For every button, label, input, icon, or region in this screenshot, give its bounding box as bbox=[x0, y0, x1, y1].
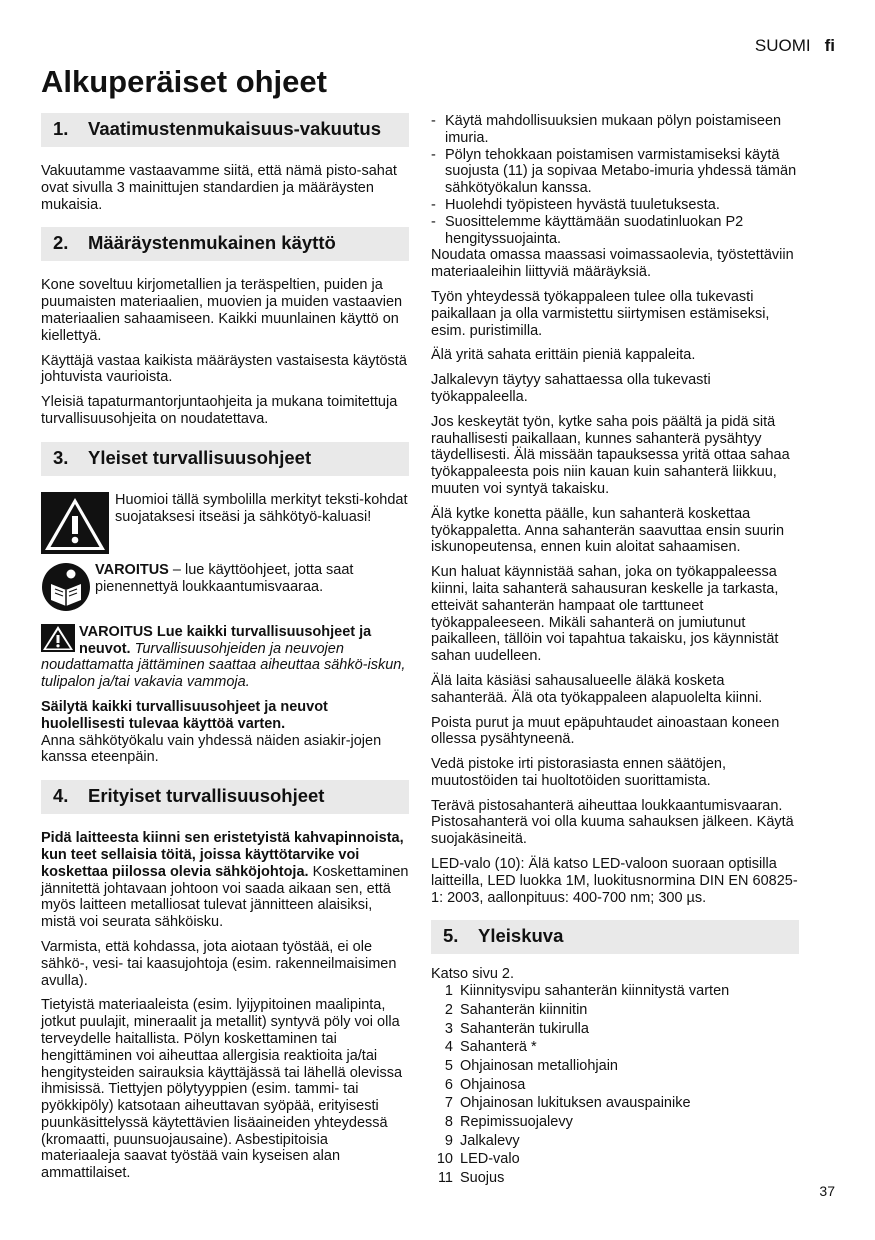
item-text: Kiinnitysvipu sahanterän kiinnitystä varten bbox=[460, 983, 730, 1000]
bold-text: Säilytä kaikki turvallisuusohjeet ja neuvot huolellisesti tulevaa käyttöä varten. bbox=[41, 698, 328, 732]
paragraph: Vakuutamme vastaavamme siitä, että nämä pisto-sahat ovat sivulla 3 mainittujen standardien ja määräysten mukaisia. bbox=[41, 163, 397, 213]
item-number: 8 bbox=[444, 1114, 453, 1131]
plain-text: Anna sähkötyökalu vain yhdessä näiden asiakir-jojen kanssa eteenpäin. bbox=[41, 732, 382, 766]
item-number: 9 bbox=[444, 1132, 453, 1149]
paragraph: Vedä pistoke irti pistorasiasta ennen säätöjen, muutostöiden tai huoltotöiden suorittamista. bbox=[431, 756, 727, 789]
list-item bbox=[431, 1039, 799, 1056]
list-item bbox=[431, 1133, 799, 1150]
item-text: Jalkalevy bbox=[460, 1132, 520, 1149]
paragraph: Älä laita käsiäsi sahausalueelle äläkä kosketa sahanterää. Älä ota työkappaleen alapuolelta kiinni. bbox=[431, 672, 763, 706]
symbol-description: Huomioi tällä symbolilla merkityt teksti-kohdat suojataksesi itseäsi ja sähkötyö-kaluasi! bbox=[115, 491, 408, 525]
language-label: SUOMI bbox=[754, 36, 811, 55]
page-number: 37 bbox=[819, 1183, 835, 1199]
list-item bbox=[431, 1077, 799, 1094]
warning-symbol-block bbox=[41, 492, 409, 554]
overview-intro: Katso sivu 2. bbox=[431, 966, 515, 983]
paragraph: Älä yritä sahata erittäin pieniä kappaleita. bbox=[431, 347, 696, 364]
section-number: 3. bbox=[53, 446, 69, 468]
item-text: Sahanterän tukirulla bbox=[460, 1020, 589, 1037]
paragraph bbox=[41, 830, 409, 931]
list-item bbox=[431, 1002, 799, 1019]
paragraph: Poista purut ja muut epäpuhtaudet ainoastaan koneen ollessa pysähtyneenä. bbox=[431, 714, 780, 748]
item-number: 1 bbox=[444, 983, 453, 1000]
item-number: 10 bbox=[436, 1151, 453, 1168]
paragraph bbox=[41, 699, 409, 766]
dust-list bbox=[431, 113, 799, 247]
list-item: - Käytä mahdollisuuksien mukaan pölyn poistamiseen imuria. bbox=[431, 113, 799, 147]
item-text: Ohjainosan metalliohjain bbox=[460, 1058, 618, 1075]
list-item bbox=[431, 1170, 799, 1187]
left-column bbox=[41, 113, 409, 1190]
item-text: LED-valo bbox=[460, 1151, 520, 1168]
right-column bbox=[431, 113, 799, 1189]
item-number: 3 bbox=[444, 1020, 453, 1037]
plain-text: Koskettaminen jännitettä johtavaan johtoon voi saada aikaan sen, että myös laitteen metalliosat tulevat jännitteen alaisiksi, mistä voi seurata sähköisku. bbox=[41, 863, 409, 931]
read-manual-block bbox=[41, 562, 409, 612]
warning-triangle-icon bbox=[41, 492, 109, 554]
list-item bbox=[431, 1095, 799, 1112]
item-number: 11 bbox=[437, 1170, 453, 1187]
paragraph: Käyttäjä vastaa kaikista määräysten vastaisesta käytöstä johtuvista vaurioista. bbox=[41, 352, 407, 386]
section-title: Määräystenmukainen käyttö bbox=[88, 232, 336, 254]
section-title: Vaatimustenmukaisuus-vakuutus bbox=[88, 118, 382, 139]
list-item bbox=[431, 1114, 799, 1131]
item-text: Suojus bbox=[460, 1170, 505, 1187]
item-text: Sahanterän kiinnitin bbox=[460, 1001, 588, 1018]
page-header bbox=[755, 36, 835, 56]
section-2-heading bbox=[41, 227, 409, 261]
warning-paragraph bbox=[41, 624, 409, 691]
section-number: 4. bbox=[53, 785, 69, 807]
item-number: 7 bbox=[444, 1095, 453, 1112]
section-1-heading bbox=[41, 113, 409, 147]
varoitus-description: – lue käyttöohjeet, jotta saat pienennettyä loukkaantumisvaaraa. bbox=[95, 561, 354, 595]
item-number: 2 bbox=[444, 1001, 453, 1018]
section-5-heading bbox=[431, 920, 799, 954]
list-item bbox=[431, 1151, 799, 1168]
varoitus-text bbox=[95, 562, 409, 612]
overview-list bbox=[431, 983, 799, 1187]
section-title: Erityiset turvallisuusohjeet bbox=[88, 785, 325, 807]
warning-bold-text: VAROITUS Lue kaikki turvallisuusohjeet ja neuvot. bbox=[79, 623, 372, 657]
warning-italic-text: Turvallisuusohjeiden ja neuvojen noudattamatta jättäminen saattaa aiheuttaa sähkö-iskun, tulipalon ja/tai vakavia vammoja. bbox=[41, 640, 406, 691]
section-number: 1. bbox=[53, 118, 69, 139]
section-title: Yleiset turvallisuusohjeet bbox=[88, 446, 312, 468]
paragraph: Kone soveltuu kirjometallien ja teräspeltien, puiden ja puumaisten materiaalien, muovien ja muiden vastaavien materiaalien sahaamiseen. Kaikki muunlainen käyttö on kiellettyä. bbox=[41, 277, 403, 344]
read-manual-icon bbox=[41, 562, 91, 612]
section-3-heading bbox=[41, 442, 409, 476]
paragraph: Terävä pistosahanterä aiheuttaa loukkaantumisvaaran. Pistosahanterä voi olla kuuma sahauksen jälkeen. Käytä suojakäsineitä. bbox=[431, 797, 794, 848]
section-number: 2. bbox=[53, 232, 69, 254]
item-text: Ohjainosa bbox=[460, 1076, 526, 1093]
section-number: 5. bbox=[443, 925, 459, 947]
item-text: Ohjainosan lukituksen avauspainike bbox=[460, 1095, 691, 1112]
paragraph: Älä kytke konetta päälle, kun sahanterä koskettaa työkappaletta. Anna sahanterän saavuttaa ensin suurin iskunopeutensa, ennen kuin aloitat sahaamisen. bbox=[431, 505, 785, 556]
page-title: Alkuperäiset ohjeet bbox=[41, 64, 327, 99]
list-item: - Pölyn tehokkaan poistamisen varmistamiseksi käytä suojusta (11) ja sopivaa Metabo-imuria yhdessä tämän sähkötyökalun kanssa. bbox=[431, 147, 799, 197]
list-item bbox=[431, 1058, 799, 1075]
item-number: 5 bbox=[444, 1058, 453, 1075]
section-4-heading bbox=[41, 780, 409, 814]
list-item: - Huolehdi työpisteen hyvästä tuuletuksesta. bbox=[431, 197, 799, 214]
language-code: fi bbox=[824, 36, 835, 55]
item-number: 6 bbox=[444, 1076, 453, 1093]
list-item bbox=[431, 1021, 799, 1038]
small-warning-icon bbox=[41, 624, 75, 652]
varoitus-label: VAROITUS bbox=[95, 561, 169, 578]
item-text: Repimissuojalevy bbox=[460, 1114, 573, 1131]
list-item: - Suosittelemme käyttämään suodatinluokan P2 hengityssuojainta. bbox=[431, 214, 799, 248]
paragraph: Noudata omassa maassasi voimassaolevia, työstettäviin materiaaleihin liittyviä määräyksiä. bbox=[431, 247, 794, 281]
paragraph: Jos keskeytät työn, kytke saha pois päältä ja pidä sitä rauhallisesti paikallaan, kunnes sahanterä pysähtyy täydellisesti. Älä missään tapauksessa yritä ottaa sahaa työkappaleesta pois niin kauan kuin sahanterä liikkuu, muuten voi syntyä takaisku. bbox=[431, 413, 790, 497]
paragraph: LED-valo (10): Älä katso LED-valoon suoraan optisilla laitteilla, LED luokka 1M, luokitusnormina DIN EN 60825-1: 2003, aallonpituus: 400-700 nm; 300 µs. bbox=[431, 856, 798, 906]
item-number: 4 bbox=[444, 1039, 453, 1056]
item-text: Sahanterä * bbox=[460, 1039, 537, 1056]
paragraph: Yleisiä tapaturmantorjuntaohjeita ja mukana toimitettuja turvallisuusohjeita on noudatettava. bbox=[41, 394, 398, 427]
paragraph: Kun haluat käynnistää sahan, joka on työkappaleessa kiinni, laita sahanterä sahausuran keskelle ja tarkasta, etteivät sahanterän hampaat ole tarttuneet työkappaleeseen. Mikäli sahanterä on jumiutunut paikalleen, tällöin voi tapahtua takaisku, jos käynnistät sahan uudelleen. bbox=[431, 564, 779, 665]
paragraph: Tietyistä materiaaleista (esim. lyijypitoinen maalipinta, jotkut puulajit, mineraalit ja metallit) syntyvä pöly voi olla terveydelle haitallista. Pölyn koskettaminen tai hengittäminen voi aiheuttaa allergisia reaktioita ja/tai hengitysteiden sairauksia käyttäjässä tai lähellä olevissa ihmisissä. Tiettyjen pölytyyppien (esim. tammi- tai pyökkipöly) katsotaan aiheuttavan syöpää, erityisesti puunkäsittelyssä käytettävien lisäaineiden yhteydessä (kromaatti, puunsuojausaine). Asbestipitoisia materiaaleja saavat työstää vain kyseisen alan ammattilaiset. bbox=[41, 997, 403, 1182]
paragraph: Jalkalevyn täytyy sahattaessa olla tukevasti työkappaleella. bbox=[431, 372, 711, 405]
list-item bbox=[431, 983, 799, 1000]
section-title: Yleiskuva bbox=[478, 925, 564, 947]
paragraph: Varmista, että kohdassa, jota aiotaan työstää, ei ole sähkö-, vesi- tai kaasujohtoja (esim. rakenneilmaisimen avulla). bbox=[41, 938, 397, 989]
paragraph: Työn yhteydessä työkappaleen tulee olla tukevasti paikallaan ja olla varmistettu siirtymisen estämiseksi, esim. puristimilla. bbox=[431, 288, 770, 339]
bold-text: Pidä laitteesta kiinni sen eristetyistä kahvapinnoista, kun teet sellaisia töitä, joissa käyttötarvike voi koskettaa piilossa olevia sähköjohtoja. bbox=[41, 830, 404, 880]
